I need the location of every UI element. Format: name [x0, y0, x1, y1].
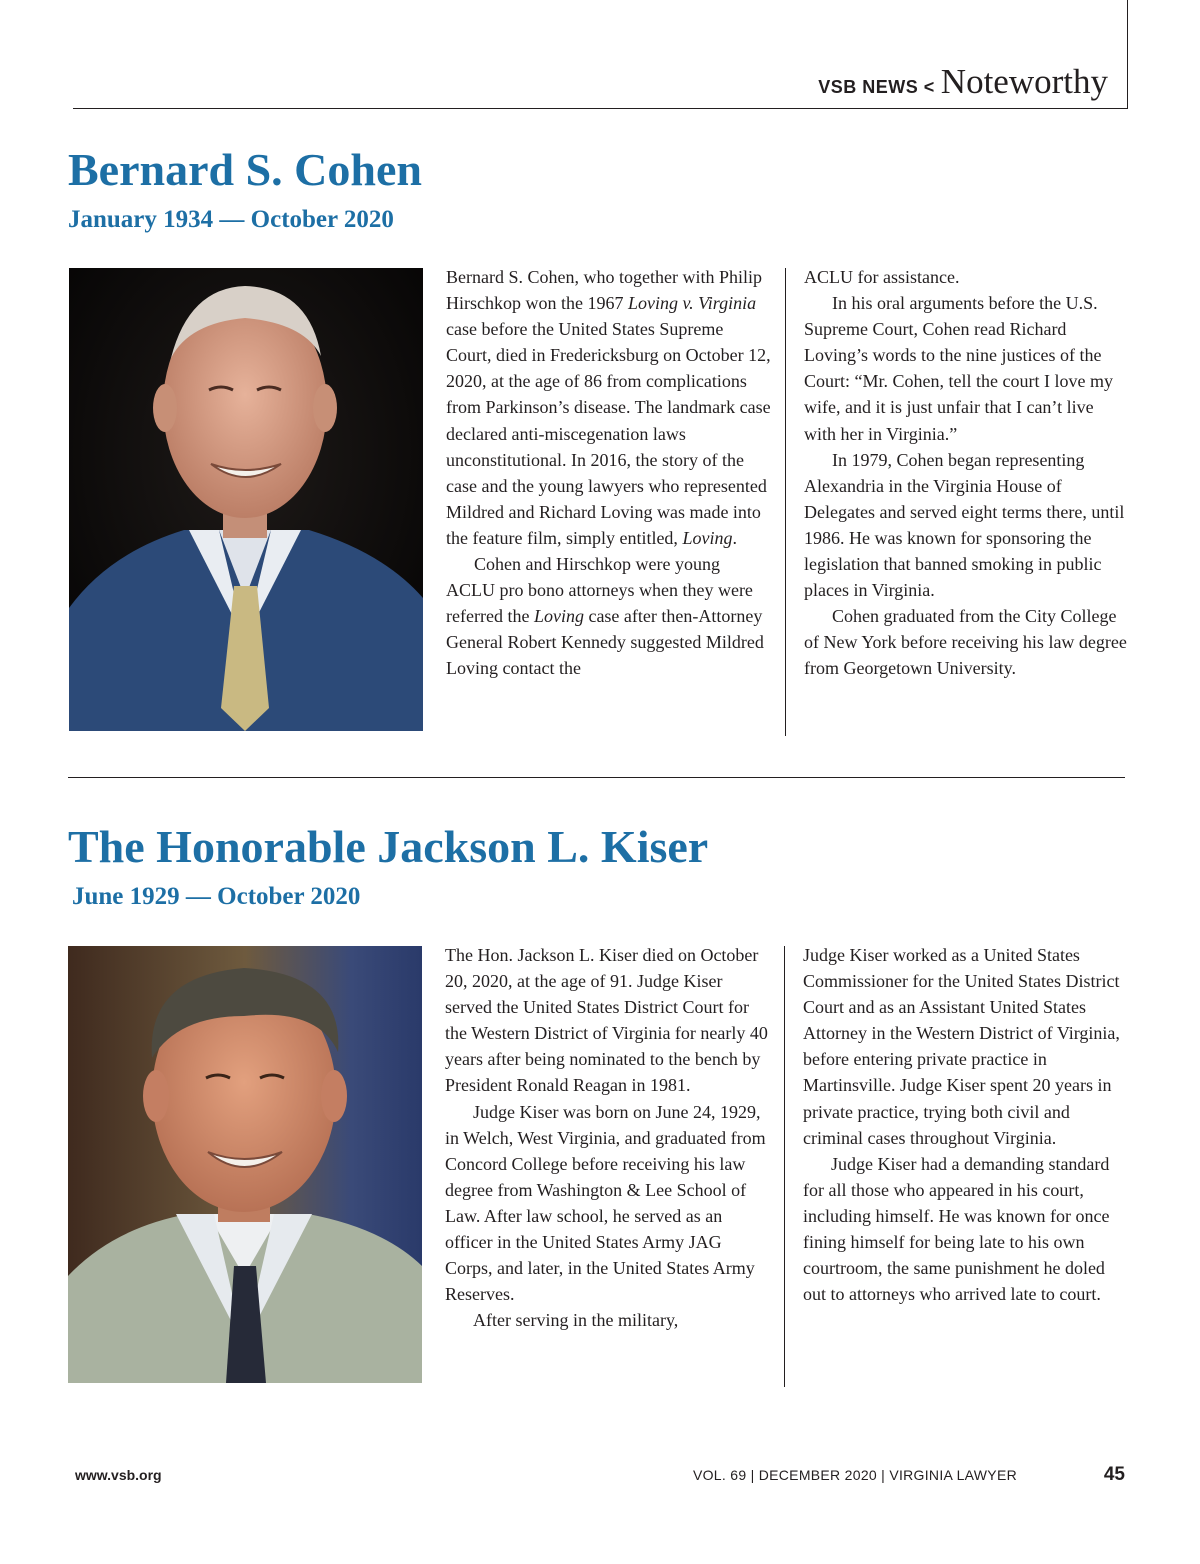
- obituary-dates: June 1929 — October 2020: [72, 883, 361, 910]
- section-header: [818, 62, 1108, 102]
- article-column-right: [804, 264, 1129, 682]
- paragraph: Judge Kiser worked as a United States Commissioner for the United States District Court and as an Assistant United States Attorney in the Western District of Virginia, before entering private practice in Martinsville. Judge Kiser spent 20 years in private practice, trying both civil and criminal cases throughout Virginia.: [803, 945, 1120, 1148]
- header-rule: [73, 108, 1128, 109]
- page-number: 45: [1103, 1464, 1125, 1485]
- paragraph: Judge Kiser had a demanding standard for all those who appeared in his court, including himself. He was known for once fining himself for being late to his own courtroom, the same punishment he doled out to attorneys who arrived late to court.: [803, 1153, 1110, 1305]
- section-divider: [68, 777, 1125, 778]
- column-rule: [785, 268, 786, 736]
- article-column-left: [445, 942, 770, 1333]
- column-rule: [784, 946, 785, 1387]
- paragraph: In his oral arguments before the U.S. Supreme Court, Cohen read Richard Loving’s words to the nine justices of the Court: “Mr. Cohen, tell the court I love my wife, and it is just unfair that I can’t live with her in Virginia.”: [804, 293, 1113, 444]
- paragraph: Cohen and Hirschkop were young ACLU pro bono attorneys when they were referred the Loving case after then-Attorney General Robert Kennedy suggested Mildred Loving contact the: [446, 554, 764, 679]
- obituary-dates: January 1934 — October 2020: [68, 206, 394, 233]
- paragraph: After serving in the military,: [473, 1310, 679, 1331]
- footer-website: www.vsb.org: [75, 1467, 162, 1483]
- obituary-name: The Honorable Jackson L. Kiser: [68, 821, 709, 872]
- paragraph: In 1979, Cohen began representing Alexandria in the Virginia House of Delegates and served eight terms there, until 1986. He was known for sponsoring the legislation that banned smoking in public places in Virginia.: [804, 449, 1125, 601]
- footer-issue: VOL. 69 | DECEMBER 2020 | VIRGINIA LAWYER: [692, 1467, 1017, 1483]
- header-vertical-rule: [1127, 0, 1128, 109]
- paragraph: The Hon. Jackson L. Kiser died on October 20, 2020, at the age of 91. Judge Kiser served the United States District Court for the Western District of Virginia for nearly 40 years after being nominated to the bench by President Ronald Reagan in 1981.: [445, 945, 768, 1096]
- section-title: Noteworthy: [940, 62, 1108, 101]
- portrait-photo-kiser: [68, 946, 422, 1383]
- paragraph: Cohen graduated from the City College of New York before receiving his law degree from Georgetown University.: [804, 606, 1127, 679]
- article-column-left: [446, 264, 771, 682]
- article-column-right: [803, 942, 1128, 1307]
- section-label: VSB NEWS <: [818, 77, 935, 97]
- paragraph: Bernard S. Cohen, who together with Philip Hirschkop won the 1967 Loving v. Virginia case before the United States Supreme Court, died in Fredericksburg on October 12, 2020, at the age of 86 from complications from Parkinson’s disease. The landmark case declared anti-miscegenation laws unconstitutional. In 2016, the story of the case and the young lawyers who represented Mildred and Richard Loving was made into the feature film, simply entitled, Loving.: [446, 267, 771, 548]
- paragraph: Judge Kiser was born on June 24, 1929, in Welch, West Virginia, and graduated from Concord College before receiving his law degree from Washington & Lee School of Law. After law school, he served as an officer in the United States Army JAG Corps, and later, in the United States Army Reserves.: [445, 1101, 766, 1305]
- paragraph: ACLU for assistance.: [804, 267, 960, 287]
- portrait-photo-cohen: [69, 268, 423, 731]
- obituary-name: Bernard S. Cohen: [68, 144, 422, 195]
